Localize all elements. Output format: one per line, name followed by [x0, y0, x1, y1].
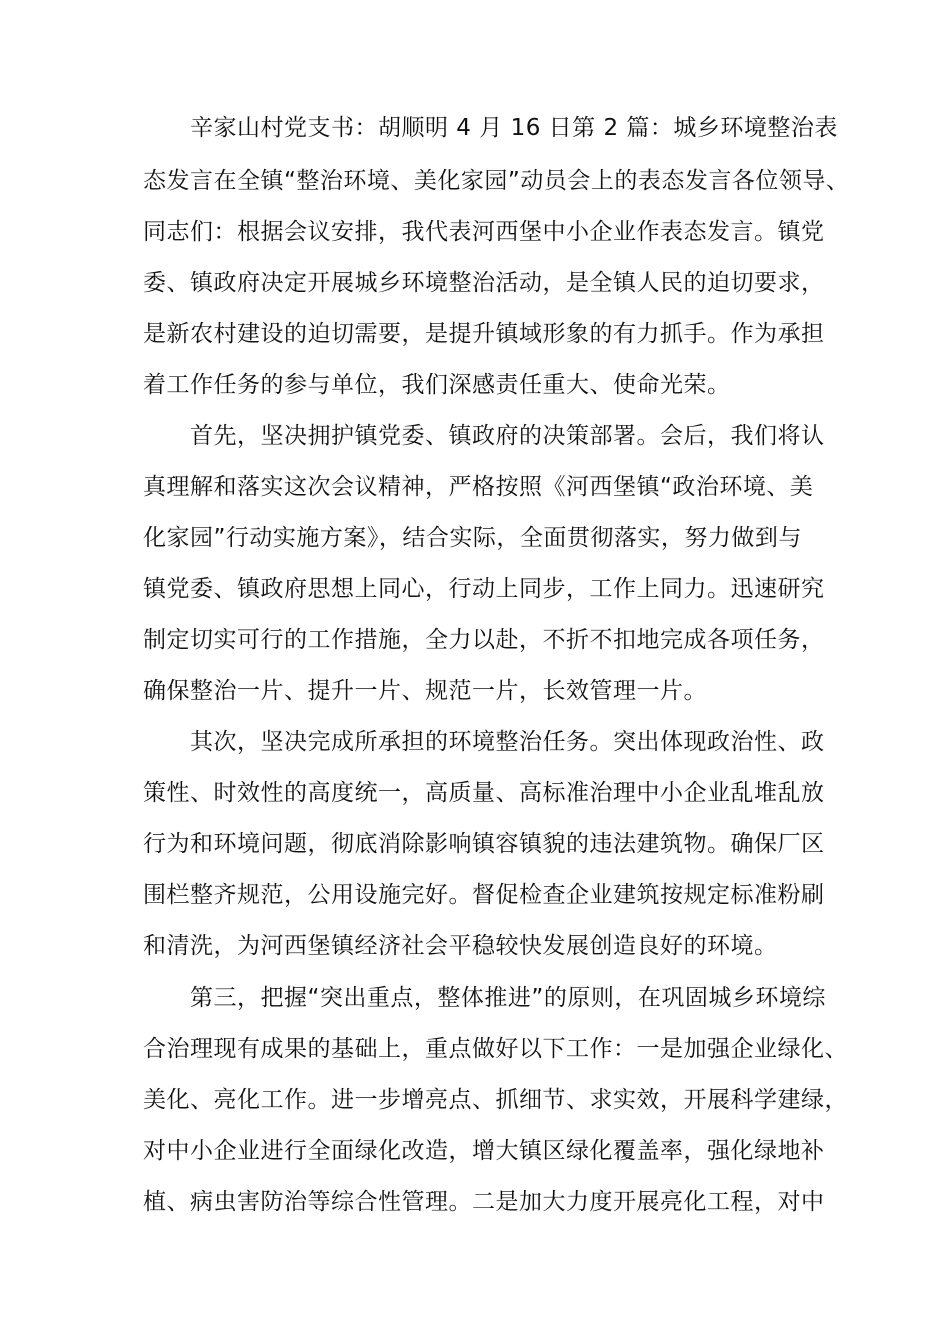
text-line: 确保整治一片、提升一片、规范一片，长效管理一片。	[143, 678, 707, 704]
text-line: 化家园”行动实施方案》，结合实际，全面贯彻落实，努力做到与	[143, 525, 802, 551]
text-line: 行为和环境问题，彻底消除影响镇容镇貌的违法建筑物。确保厂区	[143, 831, 825, 857]
text-line: 委、镇政府决定开展城乡环境整治活动，是全镇人民的迫切要求，	[143, 270, 825, 296]
text-line: 制定切实可行的工作措施，全力以赴，不折不扣地完成各项任务，	[143, 627, 825, 653]
text-line: 美化、亮化工作。进一步增亮点、抓细节、求实效，开展科学建绿，	[143, 1087, 848, 1113]
text-line: 植、病虫害防治等综合性管理。二是加大力度开展亮化工程，对中	[143, 1189, 825, 1215]
text-line: 合治理现有成果的基础上，重点做好以下工作：一是加强企业绿化、	[143, 1036, 848, 1062]
text-line: 对中小企业进行全面绿化改造，增大镇区绿化覆盖率，强化绿地补	[143, 1138, 825, 1164]
text-line: 同志们：根据会议安排，我代表河西堡中小企业作表态发言。镇党	[143, 219, 825, 245]
text-line: 第三，把握“突出重点，整体推进”的原则，在巩固城乡环境综	[190, 985, 826, 1011]
text-line: 是新农村建设的迫切需要，是提升镇域形象的有力抓手。作为承担	[143, 321, 825, 347]
text-line: 态发言在全镇“整治环境、美化家园”动员会上的表态发言各位领导、	[143, 168, 850, 194]
text-line: 辛家山村党支书：胡顺明 4 月 16 日第 2 篇：城乡环境整治表	[190, 115, 838, 141]
text-line: 着工作任务的参与单位，我们深感责任重大、使命光荣。	[143, 372, 731, 398]
text-line: 首先，坚决拥护镇党委、镇政府的决策部署。会后，我们将认	[190, 423, 825, 449]
text-line: 真理解和落实这次会议精神，严格按照《河西堡镇“政治环境、美	[143, 474, 814, 500]
text-line: 和清洗，为河西堡镇经济社会平稳较快发展创造良好的环境。	[143, 933, 778, 959]
text-line: 围栏整齐规范，公用设施完好。督促检查企业建筑按规定标准粉刷	[143, 882, 825, 908]
text-line: 其次，坚决完成所承担的环境整治任务。突出体现政治性、政	[190, 729, 825, 755]
text-line: 策性、时效性的高度统一，高质量、高标准治理中小企业乱堆乱放	[143, 780, 825, 806]
text-line: 镇党委、镇政府思想上同心，行动上同步，工作上同力。迅速研究	[143, 576, 825, 602]
